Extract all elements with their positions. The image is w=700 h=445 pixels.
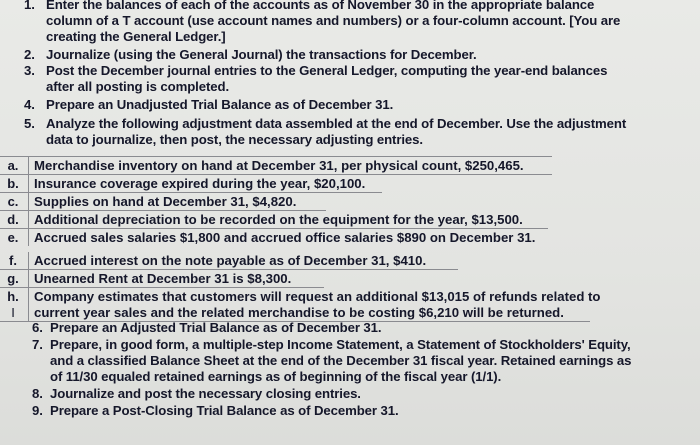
column-divider (28, 211, 29, 228)
column-divider (28, 304, 29, 321)
adjustment-letter: d. (7, 212, 19, 227)
step-number: 1. (24, 0, 35, 12)
adjustment-text: Supplies on hand at December 31, $4,820. (34, 194, 297, 209)
adjustment-text: current year sales and the related merchandise to be costing $6,210 will be returned. (34, 305, 564, 320)
column-divider (28, 193, 29, 210)
step-text: after all posting is completed. (46, 79, 230, 94)
step-text: Prepare a Post-Closing Trial Balance as of December 31. (50, 403, 399, 418)
adjustment-text: Insurance coverage expired during the year, $20,100. (34, 176, 366, 191)
step-text: and a classified Balance Sheet at the end of the December 31 fiscal year. Retained earnings as (50, 353, 632, 368)
step-number: 6. (32, 320, 43, 335)
adjustment-row-a (0, 157, 552, 175)
adjustment-row-e (0, 229, 568, 246)
adjustment-text: Merchandise inventory on hand at December 31, per physical count, $250,465. (34, 158, 524, 173)
adjustment-text: Additional depreciation to be recorded on the equipment for the year, $13,500. (34, 212, 523, 227)
adjustment-row-h (0, 288, 626, 305)
adjustment-text: Accrued interest on the note payable as of December 31, $410. (34, 253, 427, 268)
adjustment-letter: e. (7, 230, 19, 245)
step-text: Prepare an Unadjusted Trial Balance as of December 31. (46, 97, 394, 112)
adjustment-row-b (0, 175, 382, 193)
adjustment-row-c (0, 193, 326, 211)
step-number: 8. (32, 386, 43, 401)
adjustment-text: Company estimates that customers will request an additional $13,015 of refunds related to (34, 289, 601, 304)
step-number: 2. (24, 47, 35, 62)
adjustment-letter: I (11, 305, 15, 320)
adjustment-row-g (0, 270, 324, 288)
step-text: Journalize and post the necessary closing entries. (50, 386, 361, 401)
column-divider (28, 157, 29, 174)
step-text: Post the December journal entries to the General Ledger, computing the year-end balances (46, 63, 608, 78)
step-number: 3. (24, 63, 35, 78)
step-text: column of a T account (use account names and numbers) or a four-column account. [You are (46, 13, 621, 28)
adjustment-text: Accrued sales salaries $1,800 and accrued office salaries $890 on December 31. (34, 230, 536, 245)
adjustment-letter: g. (7, 271, 19, 286)
step-text: data to journalize, then post, the necessary adjusting entries. (46, 132, 423, 147)
adjustment-letter: f. (9, 253, 17, 268)
column-divider (28, 270, 29, 287)
adjustment-row-d (0, 211, 548, 229)
step-text: Prepare an Adjusted Trial Balance as of December 31. (50, 320, 382, 335)
step-text: creating the General Ledger.] (46, 29, 226, 44)
step-text: Analyze the following adjustment data assembled at the end of December. Use the adjustment (46, 116, 627, 131)
adjustment-letter: c. (7, 194, 19, 209)
adjustment-letter: b. (7, 176, 19, 191)
step-number: 9. (32, 403, 43, 418)
column-divider (28, 288, 29, 305)
adjustment-row-f (0, 252, 458, 270)
step-number: 7. (32, 337, 43, 352)
adjustment-text: Unearned Rent at December 31 is $8,300. (34, 271, 292, 286)
column-divider (28, 252, 29, 269)
step-text: Journalize (using the General Journal) the transactions for December. (46, 47, 477, 62)
column-divider (28, 229, 29, 246)
step-number: 4. (24, 97, 35, 112)
adjustment-letter: h. (7, 289, 19, 304)
step-text: of 11/30 equaled retained earnings as of beginning of the fiscal year (1/1). (50, 369, 502, 384)
step-number: 5. (24, 116, 35, 131)
adjustment-letter: a. (7, 158, 19, 173)
column-divider (28, 175, 29, 192)
step-text: Enter the balances of each of the accounts as of November 30 in the appropriate balance (46, 0, 595, 12)
step-text: Prepare, in good form, a multiple-step Income Statement, a Statement of Stockholders' Equity, (50, 337, 631, 352)
